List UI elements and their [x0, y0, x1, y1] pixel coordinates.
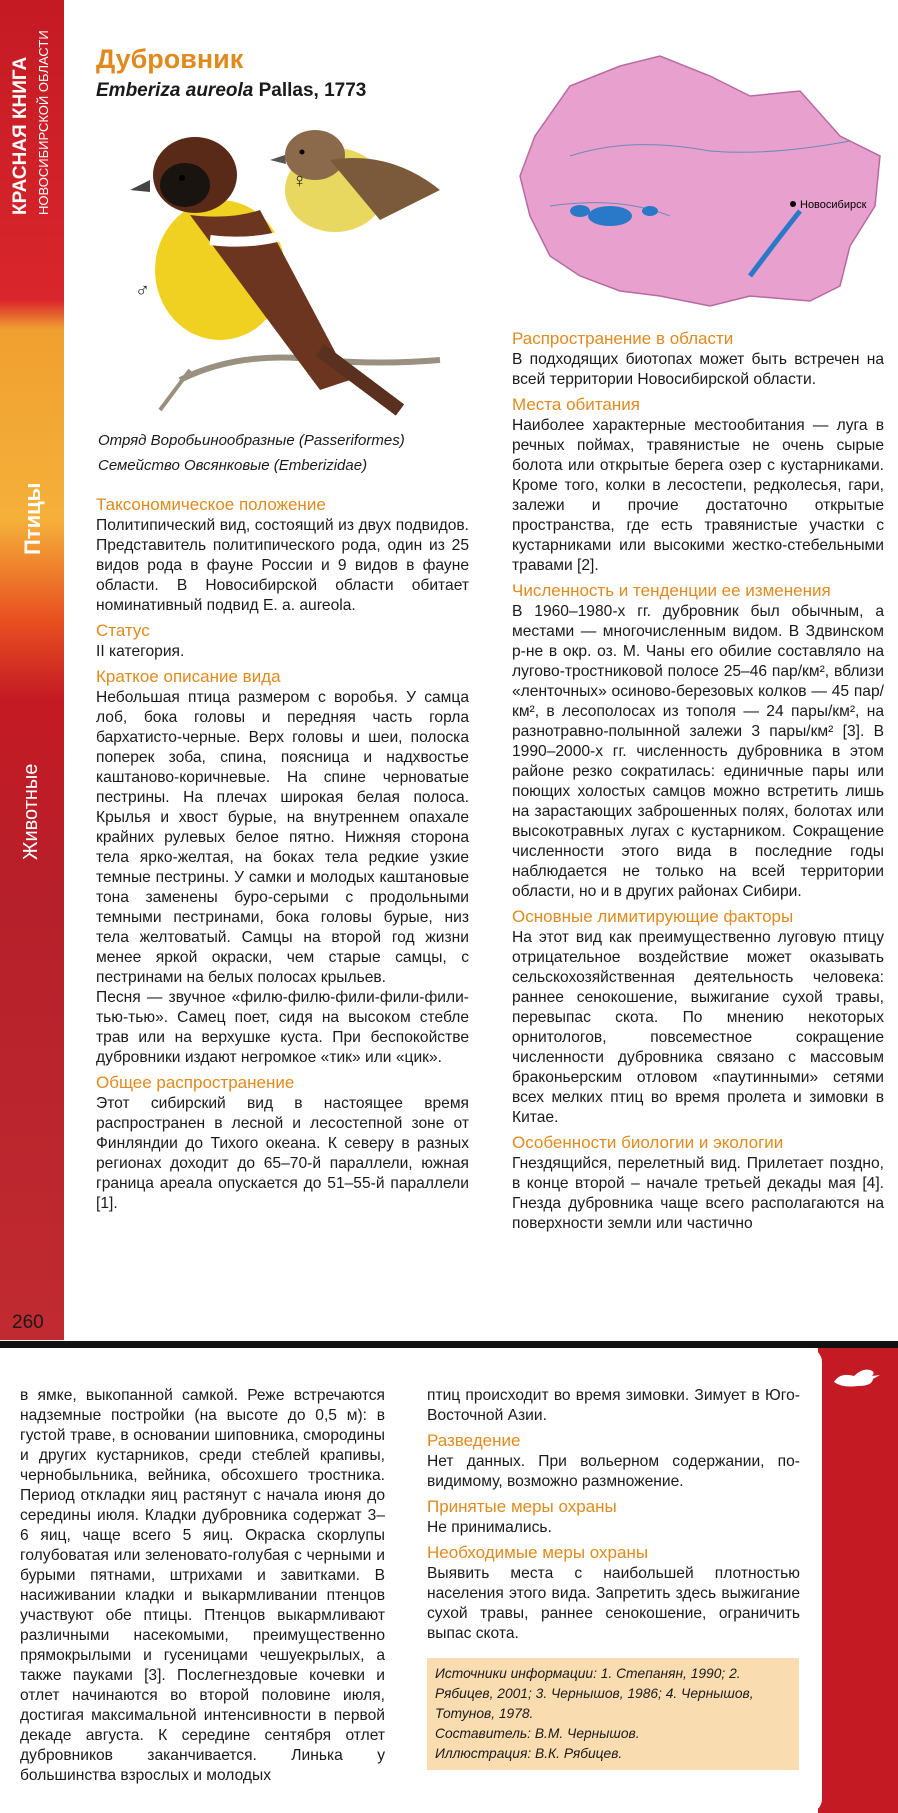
duck-icon [830, 1364, 884, 1390]
page-261 [0, 1348, 898, 1813]
bird-illustration [120, 120, 460, 420]
section-heading: Таксономическое положение [96, 495, 326, 514]
section-text: В 1960–1980-х гг. дубровник был обычным, а местами — многочисленным видом. В Здвинском р-не в окр. оз. М. Чаны его обилие составляло на лугово-тростниковой полосе 25–46 пар/км², вблизи «ленточных» осиново-березовых колков — 45 пар/км², в лесополосах из тополя — 24 пары/км², на разнотравно-полынной залежи 3 пары/км² [3]. В 1990–2000-х гг. численность дубровника в этом районе резко сократилась: единичные пары или поющих холостых самцов можно встретить лишь на зарастающих заброшенных полях, болотах или высокотравных лугах с кустарником. Сокращение численности этого вида в последние годы наблюдается не только на всей территории области, но и в других районах Сибири. [512, 603, 884, 900]
sidebar-band [0, 0, 64, 1340]
latin-author: Pallas, 1773 [253, 80, 367, 101]
page-edge-band [818, 1348, 898, 1813]
section-text: Наиболее характерные местообитания — луга в речных поймах, травянистые не очень сырые болота или открытые берега озер с кустарниками. Кроме того, колки в лесостепи, редколесья, гари, залежи и прочие достаточно открытые пространства, где есть травянистые участки с кустарниками или высокими жестко-стебельными травами [2]. [512, 417, 884, 574]
class-label: Птицы [20, 482, 45, 555]
page-edge-curve [808, 1348, 822, 1813]
kingdom-label: Животные [20, 763, 42, 860]
section-heading: Краткое описание вида [96, 667, 281, 686]
section-text: Политипический вид, состоящий из двух подвидов. Представитель политипического рода, один из 25 видов рода в фауне России и 9 видов в фауне области. В Новосибирской области обитает номинативный подвид E. a. aureola. [96, 517, 469, 614]
book-title: КРАСНАЯ КНИГА [10, 56, 31, 215]
latin-name: Emberiza aureola [96, 80, 254, 101]
section-text: птиц происходит во время зимовки. Зимует в Юго-Восточной Азии. [427, 1387, 800, 1424]
section-heading: Общее распространение [96, 1073, 295, 1092]
section-text: Выявить места с наибольшей плотностью населения этого вида. Запретить здесь выжигание сухой травы, раннее сенокошение, ограничить выпас скота. [427, 1565, 800, 1642]
section-heading: Статус [96, 621, 150, 640]
page-divider [0, 1341, 898, 1348]
section-heading: Основные лимитирующие факторы [512, 907, 794, 926]
page-number: 260 [12, 1312, 44, 1333]
section-text: Этот сибирский вид в настоящее время распространен в лесной и лесостепной зоне от Финляндии до Тихого океана. К северу в разных регионах доходит до 65–70-й параллели, южная граница ареала опускается до 51–55-й параллели [1]. [96, 1095, 469, 1212]
section-text: В подходящих биотопах может быть встречен на всей территории Новосибирской области. [512, 351, 884, 388]
section-text: Не принимались. [427, 1519, 552, 1536]
sources-illustrator: Иллюстрация: В.К. Рябицев. [435, 1746, 623, 1761]
section-heading: Места обитания [512, 395, 640, 414]
section-heading: Особенности биологии и экологии [512, 1133, 784, 1152]
sources-compiler: Составитель: В.М. Чернышов. [435, 1726, 640, 1741]
section-heading: Численность и тенденции ее изменения [512, 581, 831, 600]
section-text: Гнездящийся, перелетный вид. Прилетает поздно, в конце второй – начале третьей декады мая [4]. Гнезда дубровника чаще всего располагаются на поверхности земли или частично [512, 1155, 884, 1232]
map-city-label: Новосибирск [800, 199, 867, 211]
sources-refs: Источники информации: 1. Степанян, 1990; 2. Рябицев, 2001; 3. Чернышов, 1986; 4. Чернышов, Тотунов, 1978. [435, 1666, 754, 1721]
distribution-map [510, 46, 890, 316]
section-heading: Распространение в области [512, 329, 734, 348]
section-text: II категория. [96, 643, 185, 660]
left-column [96, 490, 469, 1214]
section-text: Небольшая птица размером с воробья. У самца лоб, бока головы и передняя часть горла бархатисто-черные. Верх головы и шеи, полоска поперек зоба, спина, поясница и надхвостье каштаново-коричневые. На спине черноватые пестрины. На плечах широкая белая полоса. Крылья и хвост бурые, на внутреннем опахале крайних рулевых белое пятно. Нижняя сторона тела ярко-желтая, на боках тела редкие узкие темные пестрины. У самки и молодых каштановые тона заменены буро-серыми с продольными темными пестринами, бока головы бурые, низ тела желтоватый. Самцы на второй год жизни менее яркой окраски, чем старые самцы, с пестринами на белых полосах крыльев. [96, 689, 469, 986]
female-symbol: ♀ [292, 170, 307, 192]
section-heading: Принятые меры охраны [427, 1497, 617, 1516]
section-text: в ямке, выкопанной самкой. Реже встречаются надземные постройки (на высоте до 0,5 м): в густой траве, в основании шиповника, смородины и других кустарников, среди стеблей крапивы, чернобыльника, вейника, обсохшего тростника. Период откладки яиц растянут с начала июня до середины июля. Кладки дубровника содержат 3–6 яиц, чаще всего 5 яиц. Окраска скорлупы голубоватая или зеленовато-голубая с черными и бурыми пятнами, штрихами и завитками. В насиживании кладки и выкармливании птенцов участвуют обе птицы. Птенцов выкармливают различными насекомыми, преимущественно прямокрылыми и гусеницами чешуекрылых, а также пауками [3]. Послегнездовые кочевки и отлет начинаются во второй половине июля, достигая максимальной интенсивности в первой декаде августа. К середине сентября отлет дубровников заканчивается. Линька у большинства взрослых и молодых [20, 1387, 385, 1784]
right-column [427, 1386, 800, 1644]
book-region: НОВОСИБИРСКОЙ ОБЛАСТИ [36, 30, 51, 215]
species-name: Дубровник [96, 44, 244, 74]
left-column [20, 1386, 385, 1786]
order-line: Отряд Воробьинообразные (Passeriformes) [98, 432, 405, 449]
section-text: Песня — звучное «филю-филю-фили-фили-фили-тью-тью». Самец поет, сидя на высоком стебле трав или на верхушке куста. При беспокойстве дубровники издают негромкое «тик» или «цик». [96, 989, 469, 1066]
right-column [512, 328, 884, 1234]
male-symbol: ♂ [135, 280, 150, 302]
family-line: Семейство Овсянковые (Emberizidae) [98, 457, 368, 474]
section-heading: Разведение [427, 1431, 521, 1450]
species-latin [96, 80, 366, 102]
section-text: На этот вид как преимущественно луговую птицу отрицательное воздействие может оказывать сельскохозяйственная деятельность человека: раннее сенокошение, выжигание сухой травы, перевыпас скота. По мнению некоторых орнитологов, повсеместное сокращение численности дубровника связано с массовым браконьерским отловом «паутинными» сетями всех мелких птиц во время пролета и зимовки в Китае. [512, 929, 884, 1126]
section-text: Нет данных. При вольерном содержании, по-видимому, возможно размножение. [427, 1453, 800, 1490]
section-heading: Необходимые меры охраны [427, 1543, 649, 1562]
taxonomy-block [98, 428, 405, 478]
sources-box [427, 1658, 799, 1770]
